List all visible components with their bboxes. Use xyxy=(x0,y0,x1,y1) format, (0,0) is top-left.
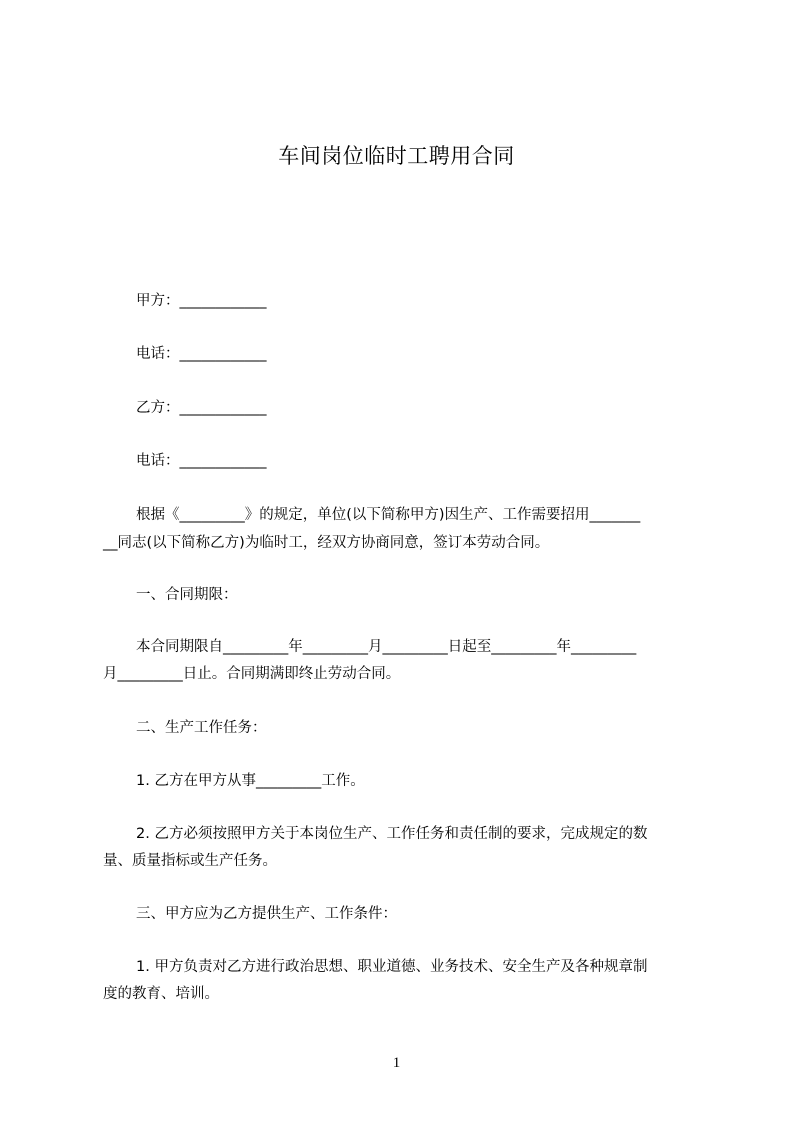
party-a-field: 甲方：____________ xyxy=(136,293,267,309)
section-2-item-2-line-1: 2. 乙方必须按照甲方关于本岗位生产、工作任务和责任制的要求，完成规定的数 xyxy=(136,826,648,842)
section-2-item-1: 1. 乙方在甲方从事_________工作。 xyxy=(136,773,365,789)
party-b-field: 乙方：____________ xyxy=(136,400,267,416)
section-1-text-line-1: 本合同期限自_________年_________月_________日起至_________年_________ xyxy=(136,639,637,655)
section-2-heading: 二、生产工作任务： xyxy=(136,720,267,736)
section-3-item-1-line-1: 1. 甲方负责对乙方进行政治思想、职业道德、业务技术、安全生产及各种规章制 xyxy=(136,959,648,975)
intro-paragraph-line-2: __同志(以下简称乙方)为临时工，经双方协商同意，签订本劳动合同。 xyxy=(103,535,550,551)
section-1-text-line-2: 月_________日止。合同期满即终止劳动合同。 xyxy=(103,666,401,682)
section-2-item-2-line-2: 量、质量指标或生产任务。 xyxy=(103,853,277,869)
section-3-item-1-line-2: 度的教育、培训。 xyxy=(103,986,219,1002)
document-title: 车间岗位临时工聘用合同 xyxy=(278,144,515,168)
page-number: 1 xyxy=(392,1055,401,1071)
party-a-phone-field: 电话：____________ xyxy=(136,346,267,362)
intro-paragraph-line-1: 根据《_________》的规定，单位(以下简称甲方)因生产、工作需要招用_______ xyxy=(136,507,641,523)
section-3-heading: 三、甲方应为乙方提供生产、工作条件： xyxy=(136,906,397,922)
party-b-phone-field: 电话：____________ xyxy=(136,453,267,469)
section-1-heading: 一、合同期限： xyxy=(136,587,238,603)
